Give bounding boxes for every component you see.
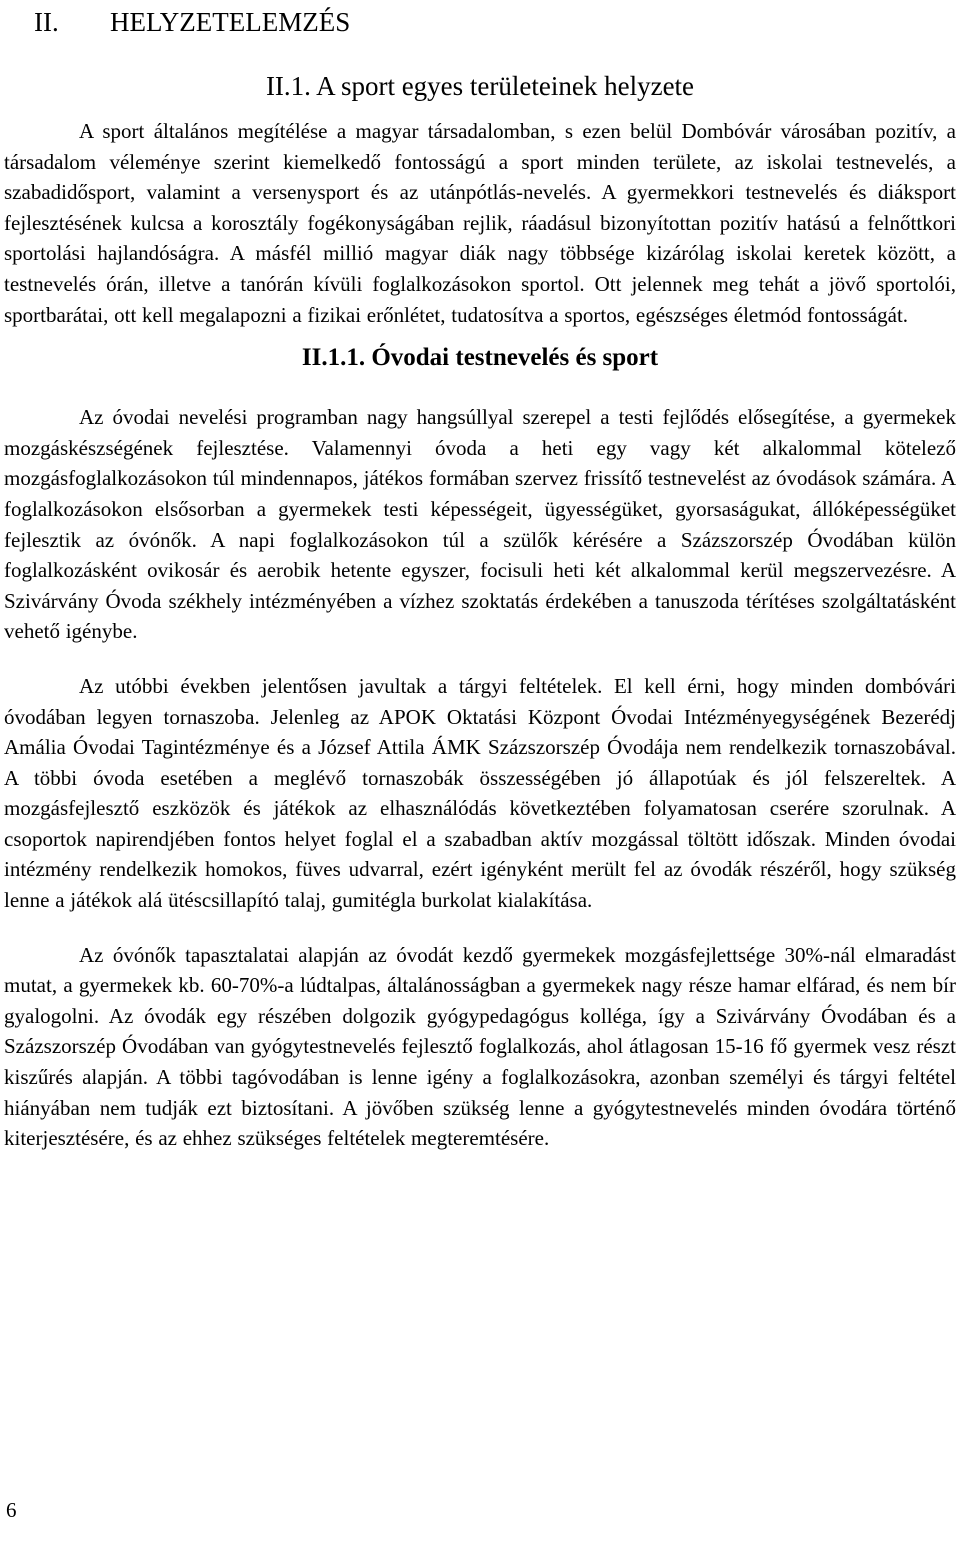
chapter-title: HELYZETELEMZÉS — [110, 7, 351, 37]
chapter-number: II. — [34, 7, 59, 37]
section-heading: II.1. A sport egyes területeinek helyzete — [265, 71, 695, 101]
paragraph-kindergarten-program: Az óvodai nevelési programban nagy hangsúllyal szerepel a testi fejlődés elősegítése, a gyermekek mozgáskészségének fejlesztése. Valamennyi óvoda a heti egy vagy két alkalommal kötelező mozgásfoglalkozásokon túl mindennapos, játékos formában szervez frissítő testnevelést az óvodások számára. A foglalkozásokon elsősorban a gyermekek testi képességeit, ügyességüket, gyorsaságukat, állóképességüket fejlesztik az óvónők. A napi foglalkozásokon túl a szülők kérésére a Százszorszép Óvodában külön foglalkozásként ovikosár és aerobik hetente egyszer, focisuli heti két alkalommal kerül megszervezésre. A Szivárvány Óvoda székhely intézményében a vízhez szoktatás érdekében a tanuszoda térítéses szolgáltatásként vehető igénybe. — [4, 405, 956, 644]
page-number: 6 — [6, 1498, 17, 1522]
paragraph-facilities: Az utóbbi években jelentősen javultak a tárgyi feltételek. El kell érni, hogy minden dombóvári óvodában legyen tornaszoba. Jelenleg az APOK Oktatási Központ Óvodai Intézményegységének Bezerédj Amália Óvodai Tagintézménye és a József Attila ÁMK Százszorszép Óvodája nem rendelkezik tornaszobával. A többi óvoda esetében a meglévő tornaszobák összességében jó állapotúak és jól felszereltek. A mozgásfejlesztő eszközök és játékok az elhasználódás következtében folyamatosan cserére szorulnak. A csoportok napirendjében fontos helyet foglal el a szabadban aktív mozgással töltött időszak. Minden óvodai intézmény rendelkezik homokos, füves udvarral, ezért igényként merült fel az óvodák részéről, hogy szükség lenne a játékok alá ütéscsillapító talaj, gumitégla burkolat kialakítása. — [4, 673, 956, 913]
subsection-heading: II.1.1. Óvodai testnevelés és sport — [301, 344, 659, 372]
chapter-heading — [4, 0, 956, 42]
paragraph-sport-overview: A sport általános megítélése a magyar társadalomban, s ezen belül Dombóvár városában pozitív, a társadalom véleménye szerint kiemelkedő fontosságú a sport minden területe, az iskolai testnevelés, a szabadidősport, valamint a versenysport és az utánpótlás-nevelés. A gyermekkori testnevelés és diáksport fejlesztésének kulcsa a korosztály fogékonyságában rejlik, ráadásul bizonyítottan pozitív hatású a felnőttkori sportolási hajlandóságra. A másfél millió magyar diák nagy többsége kizárólag iskolai keretek között, a testnevelés órán, illetve a tanórán kívüli foglalkozásokon sportol. Ott jelennek meg tehát a jövő sportolói, sportbarátai, ott kell megalapozni a fizikai erőnlétet, tudatosítva a sportos, egészséges életmód fontosságát. — [4, 119, 956, 327]
paragraph-motor-development: Az óvónők tapasztalatai alapján az óvodát kezdő gyermekek mozgásfejlettsége 30%-nál elmaradást mutat, a gyermekek kb. 60-70%-a lúdtalpas, általánosságban a gyermekek nagy része hamar elfárad, és nem bír gyalogolni. Az óvodák egy részében dolgozik gyógypedagógus kolléga, így a Szivárvány Óvodában és a Százszorszép Óvodában van gyógytestnevelés fejlesztő foglalkozás, ahol átlagosan 15-16 fő gyermek vesz részt kiszűrés alapján. A többi tagóvodában is lenne igény a foglalkozásokra, azonban személyi és tárgyi feltétel hiányában nem tudják ezt biztosítani. A jövőben szükség lenne a gyógytestnevelés minden óvodára történő kiterjesztésére, és az ehhez szükséges feltételek megteremtésére. — [4, 942, 956, 1151]
document-page — [4, 0, 956, 1154]
